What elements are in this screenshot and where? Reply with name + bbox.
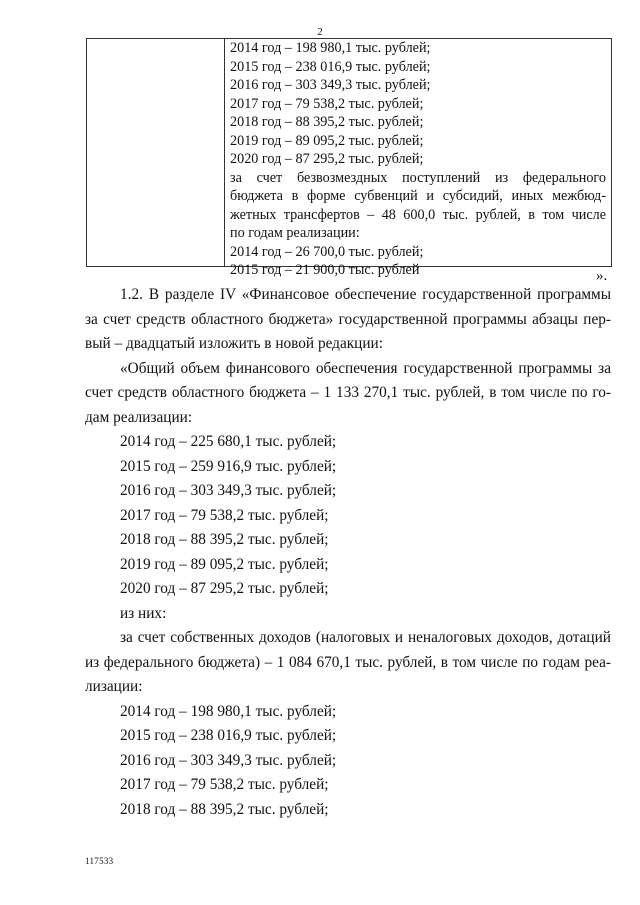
year-total-line: 2015 год – 259 916,9 тыс. рублей; — [120, 457, 337, 475]
section-paragraph-line: 1.2. В разделе IV «Финансовое обеспечение государственной программы — [120, 286, 611, 303]
table-line: по годам реализации: — [230, 225, 360, 241]
document-code: 117533 — [85, 856, 114, 866]
section-paragraph-line: за счет средств областного бюджета» государственной программы абзацы пер- — [85, 310, 611, 328]
year-total-line: 2014 год – 225 680,1 тыс. рублей; — [120, 433, 337, 450]
table-line: 2014 год – 26 700,0 тыс. рублей; — [230, 243, 424, 260]
year-total-line: 2018 год – 88 395,2 тыс. рублей; — [120, 531, 329, 548]
budget-table — [86, 38, 612, 278]
table-line: 2014 год – 198 980,1 тыс. рублей; — [230, 40, 431, 56]
own-income-paragraph-line: из федерального бюджета) – 1 084 670,1 тыс. рублей, в том числе по годам реа- — [85, 653, 611, 671]
table-line: 2020 год – 87 295,2 тыс. рублей; — [230, 151, 424, 167]
year-total-line: 2020 год – 87 295,2 тыс. рублей; — [120, 580, 329, 597]
year-own-line: 2017 год – 79 538,2 тыс. рублей; — [120, 776, 329, 793]
closing-quote: ». — [596, 268, 608, 284]
table-line: 2017 год – 79 538,2 тыс. рублей; — [230, 95, 424, 112]
body-text — [85, 283, 611, 822]
section-paragraph-line: вый – двадцатый изложить в новой редакции: — [85, 335, 383, 352]
table-line: 2015 год – 238 016,9 тыс. рублей; — [230, 58, 431, 75]
page-number: 2 — [317, 26, 323, 38]
table-line: 2015 год – 21 900,0 тыс. рублей — [230, 262, 420, 278]
total-paragraph-line: дам реализации: — [85, 408, 193, 426]
total-paragraph-line: счет средств областного бюджета – 1 133 270,1 тыс. рублей, в том числе по го- — [85, 384, 611, 401]
table-line: за счет безвозмездных поступлений из федерального — [230, 169, 606, 186]
of-them-label: из них: — [120, 604, 167, 622]
year-own-line: 2014 год – 198 980,1 тыс. рублей; — [120, 702, 337, 720]
year-total-line: 2017 год – 79 538,2 тыс. рублей; — [120, 506, 329, 524]
year-own-line: 2016 год – 303 349,3 тыс. рублей; — [120, 751, 337, 769]
table-column-divider — [224, 39, 225, 266]
total-paragraph-line: «Общий объем финансового обеспечения государственной программы за — [120, 359, 611, 377]
table-line: 2016 год – 303 349,3 тыс. рублей; — [230, 77, 431, 93]
table-line: 2018 год – 88 395,2 тыс. рублей; — [230, 114, 424, 130]
year-total-line: 2016 год – 303 349,3 тыс. рублей; — [120, 482, 337, 499]
year-own-line: 2018 год – 88 395,2 тыс. рублей; — [120, 800, 329, 818]
year-total-line: 2019 год – 89 095,2 тыс. рублей; — [120, 555, 329, 573]
table-line: 2019 год – 89 095,2 тыс. рублей; — [230, 132, 424, 149]
own-income-paragraph-line: лизации: — [85, 678, 143, 695]
year-own-line: 2015 год – 238 016,9 тыс. рублей; — [120, 727, 337, 744]
table-line: бюджета в форме субвенций и субсидий, иных межбюд- — [230, 188, 606, 204]
own-income-paragraph-line: за счет собственных доходов (налоговых и неналоговых доходов, дотаций — [120, 629, 611, 646]
table-line: жетных трансфертов – 48 600,0 тыс. рублей, в том числе — [230, 206, 606, 223]
table-cell-funding — [230, 39, 606, 280]
